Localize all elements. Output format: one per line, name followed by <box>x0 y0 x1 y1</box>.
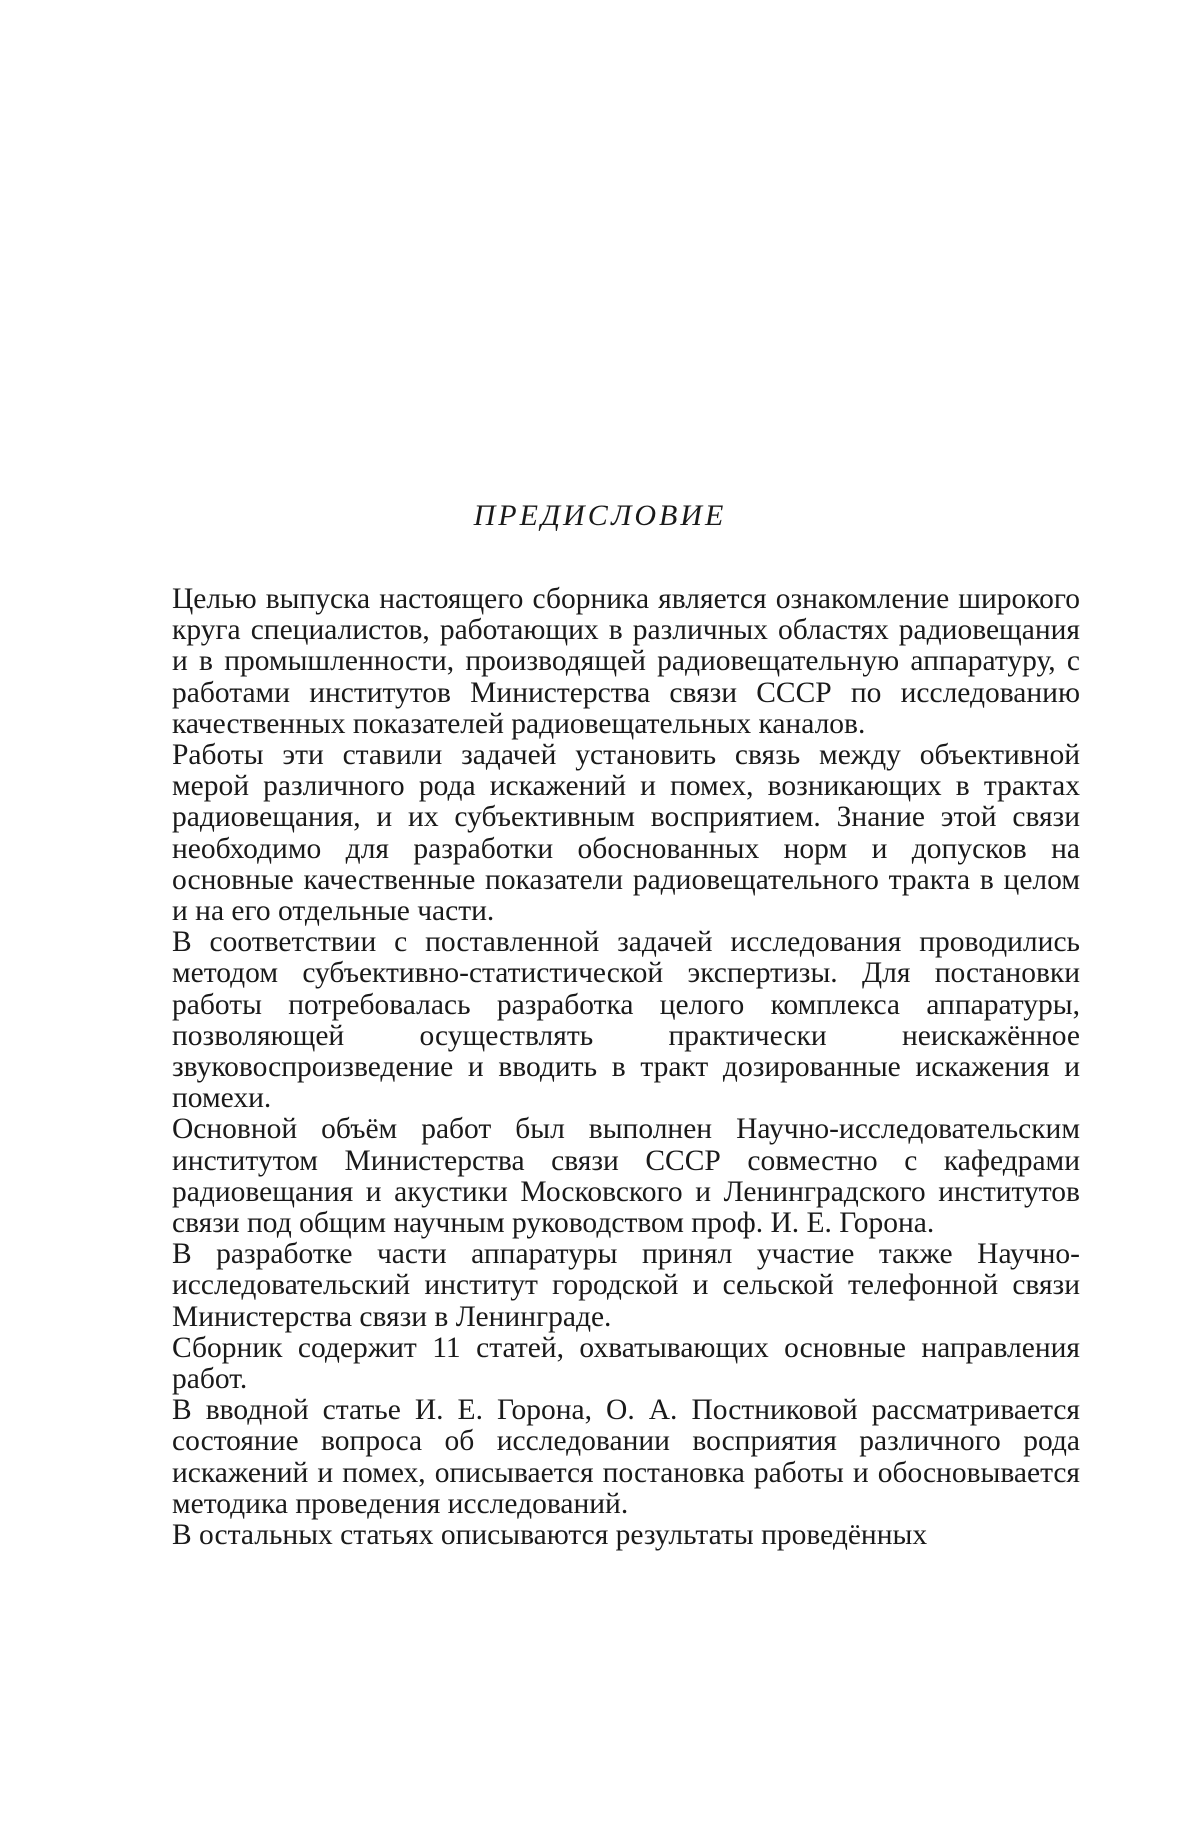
paragraph: В остальных статьях описываются результаты проведённых <box>172 1519 928 1552</box>
paragraph: В разработке части аппаратуры принял участие также Научно-исследовательский институт городской и сельской телефонной связи Министерства связи в Ленинграде. <box>172 1238 1080 1333</box>
paragraph: В соответствии с поставленной задачей исследования проводились методом субъективно-статистической экспертизы. Для постановки работы потребовалась разработка целого комплекса аппаратуры, позволяющей осуществлять практически неискажённое звуковоспроизведение и вводить в тракт дозированные искажения и помехи. <box>172 926 1080 1115</box>
paragraph: Целью выпуска настоящего сборника является ознакомление широкого круга специалистов, работающих в различных областях радиовещания и в промышленности, производящей радиовещательную аппаратуру, с работами институтов Министерства связи СССР по исследованию качественных показателей радиовещательных каналов. <box>172 583 1080 740</box>
paragraph: Сборник содержит 11 статей, охватывающих основные направления работ. <box>172 1331 1080 1396</box>
page-title: ПРЕДИСЛОВИЕ <box>473 499 727 532</box>
paragraph: Основной объём работ был выполнен Научно-исследовательским институтом Министерства связи СССР совместно с кафедрами радиовещания и акустики Московского и Ленинградского институтов связи под общим научным руководством проф. И. Е. Горона. <box>172 1113 1080 1240</box>
preface-body <box>172 584 1080 1551</box>
paragraph: Работы эти ставили задачей установить связь между объективной мерой различного рода искажений и помех, возникающих в трактах радиовещания, и их субъективным восприятием. Знание этой связи необходимо для разработки обоснованных норм и допусков на основные качественные показатели радиовещательного тракта в целом и на его отдельные части. <box>172 739 1080 928</box>
paragraph: В вводной статье И. Е. Горона, О. А. Постниковой рассматривается состояние вопроса об исследовании восприятия различного рода искажений и помех, описывается постановка работы и обосновывается методика проведения исследований. <box>172 1394 1080 1520</box>
